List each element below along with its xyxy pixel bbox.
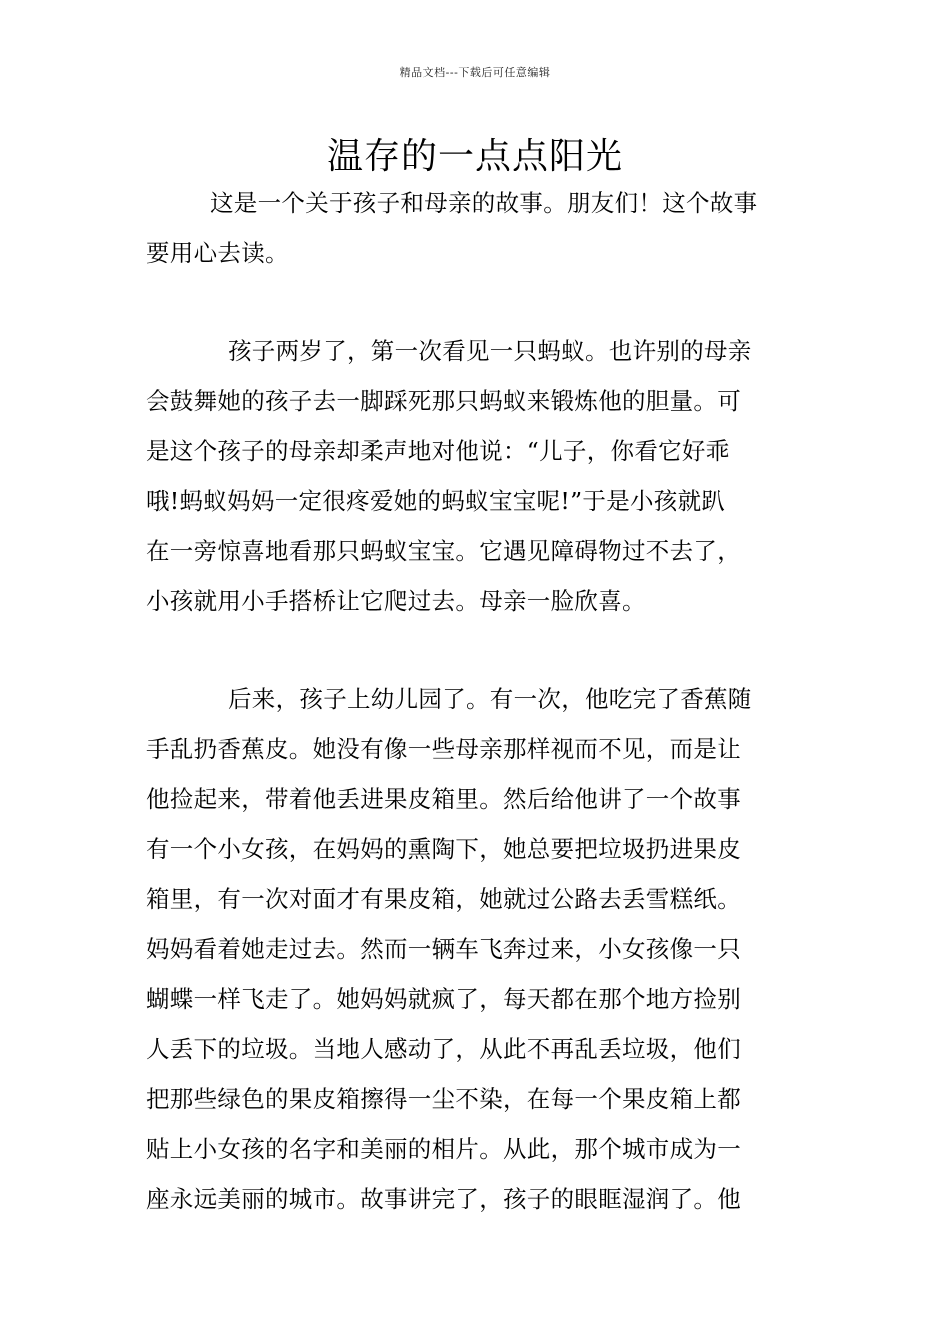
paragraph-line: 有一个小女孩，在妈妈的熏陶下，她总要把垃圾扔进果皮: [146, 835, 741, 863]
paragraph-line: 妈妈看着她走过去。然而一辆车飞奔过来，小女孩像一只: [146, 935, 741, 963]
paragraph-line: 箱里，有一次对面才有果皮箱，她就过公路去丢雪糕纸。: [146, 885, 741, 913]
paragraph-line: 贴上小女孩的名字和美丽的相片。从此，那个城市成为一: [146, 1135, 741, 1163]
paragraph-line: 哦!蚂蚁妈妈一定很疼爱她的蚂蚁宝宝呢!”于是小孩就趴: [146, 487, 726, 515]
paragraph-kindergarten: [146, 674, 806, 1224]
paragraph-line: 手乱扔香蕉皮。她没有像一些母亲那样视而不见，而是让: [146, 735, 741, 763]
paragraph-line: 他捡起来，带着他丢进果皮箱里。然后给他讲了一个故事: [146, 785, 741, 813]
paragraph-ant: [146, 326, 806, 626]
paragraph-line: 后来，孩子上幼儿园了。有一次，他吃完了香蕉随: [228, 685, 752, 713]
paragraph-line: 在一旁惊喜地看那只蚂蚁宝宝。它遇见障碍物过不去了，: [146, 537, 741, 565]
paragraph-line: 小孩就用小手搭桥让它爬过去。母亲一脸欣喜。: [146, 587, 646, 615]
paragraph-line: 孩子两岁了，第一次看见一只蚂蚁。也许别的母亲: [228, 337, 752, 365]
paragraph-line: 是这个孩子的母亲却柔声地对他说：“儿子，你看它好乖: [146, 437, 730, 465]
paragraph-line: 人丢下的垃圾。当地人感动了，从此不再乱丢垃圾，他们: [146, 1035, 741, 1063]
paragraph-line: 这是一个关于孩子和母亲的故事。朋友们！这个故事: [210, 189, 758, 217]
paragraph-line: 把那些绿色的果皮箱擦得一尘不染，在每一个果皮箱上都: [146, 1085, 741, 1113]
paragraph-intro: [146, 178, 806, 278]
paragraph-line: 会鼓舞她的孩子去一脚踩死那只蚂蚁来锻炼他的胆量。可: [146, 387, 741, 415]
paragraph-line: 蝴蝶一样飞走了。她妈妈就疯了，每天都在那个地方捡别: [146, 985, 741, 1013]
page-header: 精品文档---下载后可任意编辑: [399, 66, 551, 79]
document-title: 温存的一点点阳光: [326, 136, 623, 177]
paragraph-line: 要用心去读。: [146, 239, 289, 267]
paragraph-line: 座永远美丽的城市。故事讲完了，孩子的眼眶湿润了。他: [146, 1185, 741, 1213]
